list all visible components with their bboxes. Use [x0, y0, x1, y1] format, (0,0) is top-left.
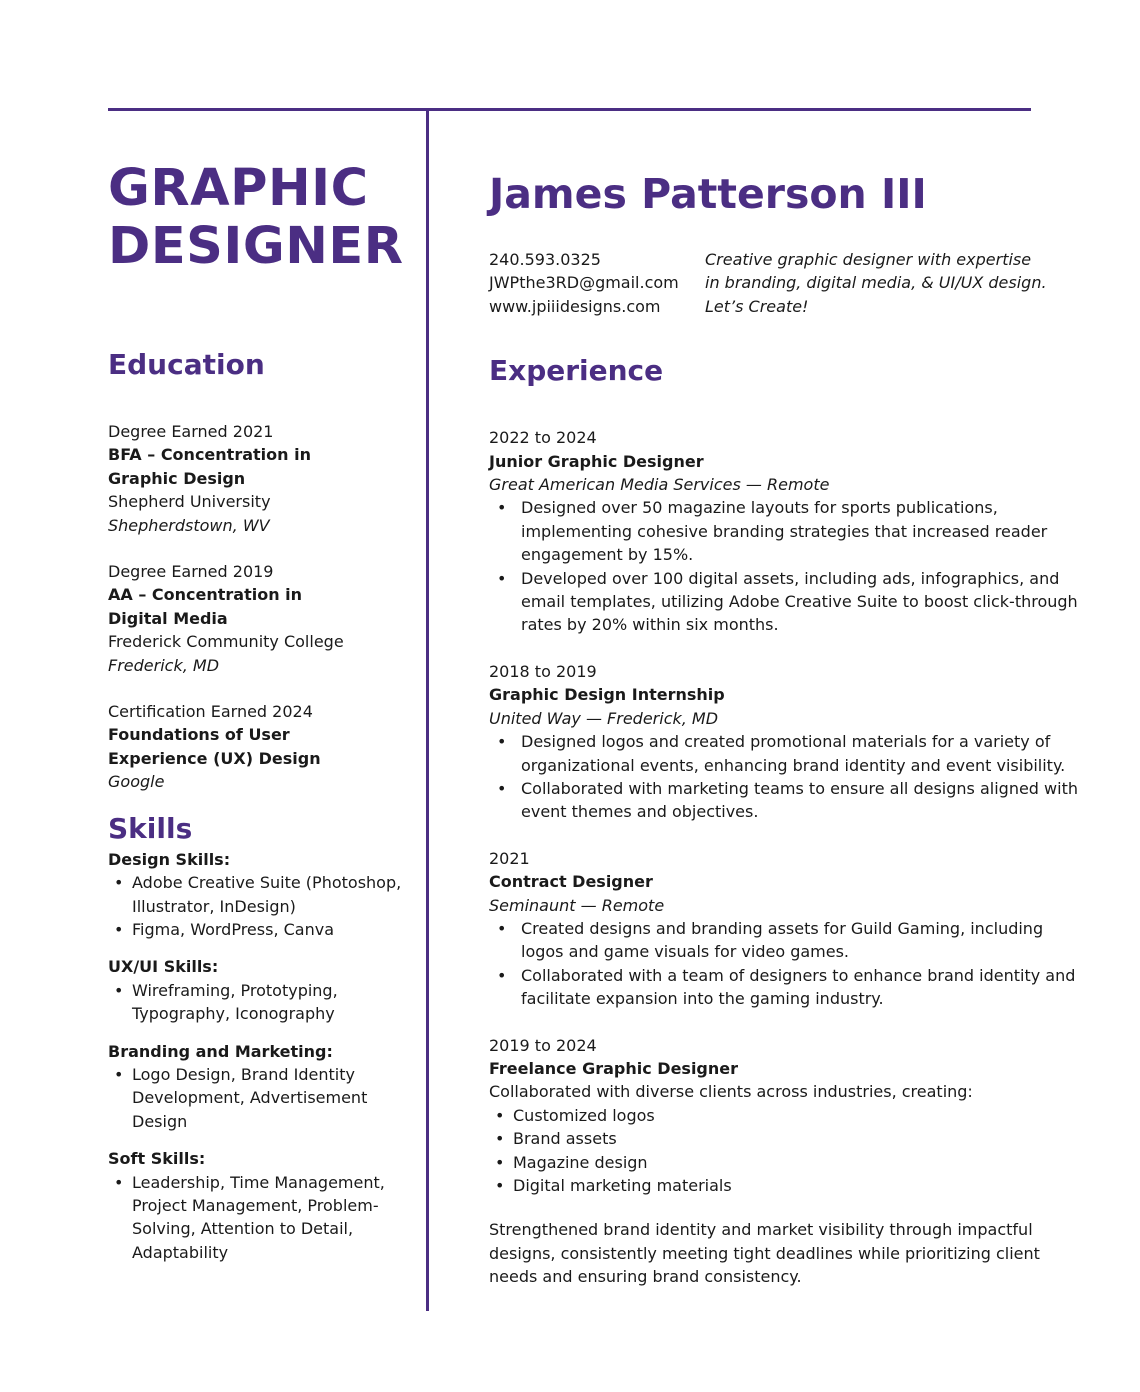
- skill-group-title: Design Skills:: [108, 849, 231, 869]
- job-outro: Strengthened brand identity and market visibility through impactful designs, consistently meeting tight deadlines while prioritizing client needs and ensuring brand consistency.: [489, 1220, 1040, 1287]
- job-title-line1: GRAPHIC: [108, 159, 369, 218]
- skill-group: [108, 1040, 408, 1134]
- job-title: Graphic Design Internship: [489, 685, 725, 705]
- job-title: Freelance Graphic Designer: [489, 1058, 739, 1078]
- job-bullet: • Customized logos: [489, 1104, 1089, 1127]
- summary-line: in branding, digital media, & UI/UX design.: [705, 273, 1047, 293]
- education-school: Frederick Community College: [108, 632, 344, 652]
- job-bullet: • Digital marketing materials: [489, 1174, 1089, 1197]
- education-location: Shepherdstown, WV: [108, 515, 270, 535]
- skill-items: [108, 979, 408, 1026]
- job-company: Great American Media Services — Remote: [489, 475, 830, 495]
- experience-item: [489, 426, 1089, 637]
- job-bullet: • Developed over 100 digital assets, including ads, infographics, and email templates, utilizing Adobe Creative Suite to boost click-through rates by 20% within six months.: [489, 567, 1089, 637]
- skill-item: • Figma, WordPress, Canva: [108, 918, 408, 941]
- job-intro: Collaborated with diverse clients across industries, creating:: [489, 1082, 973, 1102]
- job-bullets: [489, 730, 1089, 824]
- job-bullet: • Designed logos and created promotional materials for a variety of organizational events, enhancing brand identity and event visibility.: [489, 730, 1089, 777]
- job-dates: 2022 to 2024: [489, 428, 597, 448]
- education-earned: Certification Earned 2024: [108, 702, 313, 722]
- education-degree: BFA – Concentration in: [108, 445, 311, 465]
- education-item: [108, 700, 408, 794]
- job-bullets: [489, 1104, 1089, 1198]
- candidate-name: James Patterson III: [489, 170, 927, 218]
- skill-item: • Leadership, Time Management, Project Management, Problem-Solving, Attention to Detail, Adaptability: [108, 1171, 408, 1265]
- job-bullet: • Collaborated with marketing teams to ensure all designs aligned with event themes and objectives.: [489, 777, 1089, 824]
- column-divider: [426, 108, 429, 1311]
- experience-item: [489, 660, 1089, 824]
- education-list: [108, 420, 408, 794]
- skill-group: [108, 1147, 408, 1264]
- left-column: [108, 160, 408, 1264]
- right-column: [489, 168, 1089, 1289]
- education-degree: Digital Media: [108, 608, 228, 628]
- education-earned: Degree Earned 2021: [108, 422, 274, 441]
- job-bullet: • Designed over 50 magazine layouts for sports publications, implementing cohesive branding strategies that increased reader engagement by 15%.: [489, 496, 1089, 566]
- contact-summary-row: [489, 248, 1089, 318]
- education-item: [108, 560, 408, 677]
- job-dates: 2018 to 2019: [489, 661, 597, 681]
- skill-group-title: Soft Skills:: [108, 1149, 206, 1169]
- skill-items: [108, 1063, 408, 1133]
- skill-group-title: Branding and Marketing:: [108, 1041, 333, 1061]
- skill-group: [108, 955, 408, 1025]
- job-dates: 2019 to 2024: [489, 1035, 597, 1055]
- skill-item: • Adobe Creative Suite (Photoshop, Illustrator, InDesign): [108, 871, 408, 918]
- job-company: Seminaunt — Remote: [489, 895, 665, 915]
- education-item: [108, 420, 408, 537]
- website-url: www.jpiiidesigns.com: [489, 296, 661, 316]
- job-company: United Way — Frederick, MD: [489, 708, 719, 728]
- experience-heading: Experience: [489, 354, 664, 388]
- education-school: Shepherd University: [108, 492, 271, 512]
- summary-line: Let’s Create!: [705, 296, 809, 316]
- summary-line: Creative graphic designer with expertise: [705, 250, 1032, 269]
- job-title-line2: DESIGNER: [108, 217, 404, 276]
- email-address: JWPthe3RD@gmail.com: [489, 273, 679, 293]
- experience-item: [489, 847, 1089, 1011]
- skill-group: [108, 848, 408, 942]
- job-dates: 2021: [489, 848, 530, 868]
- summary: [705, 248, 1085, 318]
- job-bullets: [489, 496, 1089, 636]
- job-bullet: • Brand assets: [489, 1127, 1089, 1150]
- job-bullet: • Magazine design: [489, 1151, 1089, 1174]
- skill-group-title: UX/UI Skills:: [108, 957, 219, 977]
- skill-item: • Wireframing, Prototyping, Typography, Iconography: [108, 979, 408, 1026]
- skill-items: [108, 871, 408, 941]
- education-degree: Graphic Design: [108, 468, 246, 488]
- experience-item: [489, 1034, 1089, 1289]
- skill-item: • Logo Design, Brand Identity Development, Advertisement Design: [108, 1063, 408, 1133]
- skills-list: [108, 848, 408, 1265]
- education-earned: Degree Earned 2019: [108, 562, 274, 582]
- job-title: Contract Designer: [489, 872, 653, 892]
- education-degree: Experience (UX) Design: [108, 748, 321, 768]
- education-location: Frederick, MD: [108, 655, 220, 675]
- experience-list: [489, 426, 1089, 1288]
- job-bullet: • Created designs and branding assets for Guild Gaming, including logos and game visuals for video games.: [489, 917, 1089, 964]
- skill-items: [108, 1171, 408, 1265]
- education-degree: AA – Concentration in: [108, 585, 303, 605]
- education-degree: Foundations of User: [108, 725, 290, 745]
- job-title: [108, 160, 408, 276]
- job-bullet: • Collaborated with a team of designers to enhance brand identity and facilitate expansion into the gaming industry.: [489, 964, 1089, 1011]
- phone-number: 240.593.0325: [489, 250, 601, 269]
- education-issuer: Google: [108, 772, 165, 792]
- job-bullets: [489, 917, 1089, 1011]
- skills-heading: Skills: [108, 811, 193, 845]
- top-divider: [108, 108, 1031, 111]
- contact-info: [489, 248, 705, 318]
- education-heading: Education: [108, 348, 265, 381]
- job-title: Junior Graphic Designer: [489, 451, 704, 471]
